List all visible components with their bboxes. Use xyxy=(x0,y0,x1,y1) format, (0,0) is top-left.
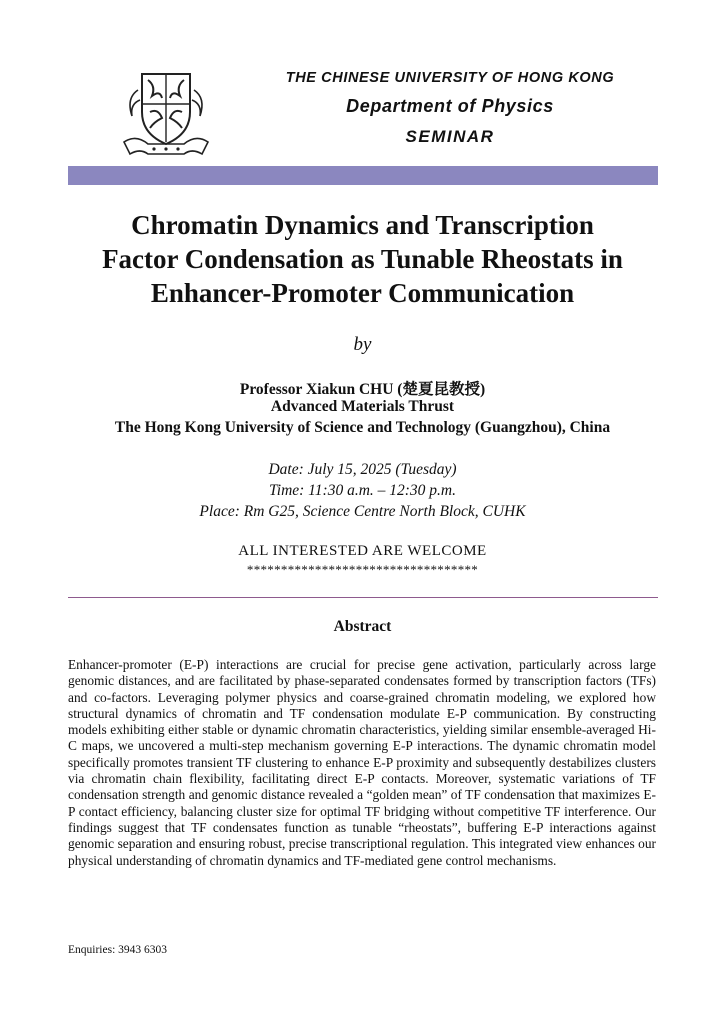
abstract-body: Enhancer-promoter (E-P) interactions are crucial for precise gene activation, particularly across large genomic distances, and are facilitated by phase-separated condensates formed by transcription factors (TFs) and co-factors. Leveraging polymer physics and coarse-grained chromatin modeling, we explored how structural dynamics of chromatin and TF condensation modulate E-P communication. By constructing models exhibiting either stable or dynamic chromatin characteristics, yielding similar ensemble-averaged Hi-C maps, we uncovered a multi-step mechanism governing E-P interactions. The dynamic chromatin model specifically promotes transient TF clustering to enhance E-P proximity and subsequently destabilizes clusters via chromatin chain flexibility, facilitating direct E-P contacts. Moreover, systematic variations of TF condensation strength and genomic distance revealed a “golden mean” of TF condensation that maximizes E-P contact efficiency, balancing cluster size for optimal TF bridging without competitive TF interference. Our findings suggest that TF condensates function as tunable “rheostats”, buffering E-P interactions against genomic separation and ensuring robust, precise transcriptional regulation. This integrated view enhances our physical understanding of chromatin dynamics and TF-mediated gene control mechanisms. xyxy=(68,657,656,868)
speaker-name: Professor Xiakun CHU (楚夏昆教授) xyxy=(239,381,486,398)
star-divider: ********************************** xyxy=(246,562,479,577)
event-place: Place: Rm G25, Science Centre North Block, CUHK xyxy=(199,503,526,520)
header-band xyxy=(68,166,658,185)
speaker-institution: The Hong Kong University of Science and Technology (Guangzhou), China xyxy=(114,419,611,436)
event-date: Date: July 15, 2025 (Tuesday) xyxy=(268,461,457,478)
cuhk-crest-icon xyxy=(118,64,214,160)
title-line: Enhancer-Promoter Communication xyxy=(150,278,575,308)
speaker-unit: Advanced Materials Thrust xyxy=(270,398,455,415)
department-name: Department of Physics xyxy=(346,96,554,116)
university-name: THE CHINESE UNIVERSITY OF HONG KONG xyxy=(285,70,615,86)
abstract-heading: Abstract xyxy=(333,618,392,635)
section-divider xyxy=(68,597,658,598)
title-line: Factor Condensation as Tunable Rheostats in xyxy=(102,244,623,274)
event-time: Time: 11:30 a.m. – 12:30 p.m. xyxy=(269,482,456,499)
by-label: by xyxy=(353,334,372,355)
event-type-label: SEMINAR xyxy=(405,127,495,146)
enquiries-contact: Enquiries: 3943 6303 xyxy=(68,944,168,956)
welcome-notice: ALL INTERESTED ARE WELCOME xyxy=(238,543,487,559)
talk-title xyxy=(60,208,665,310)
title-line: Chromatin Dynamics and Transcription xyxy=(131,210,594,240)
